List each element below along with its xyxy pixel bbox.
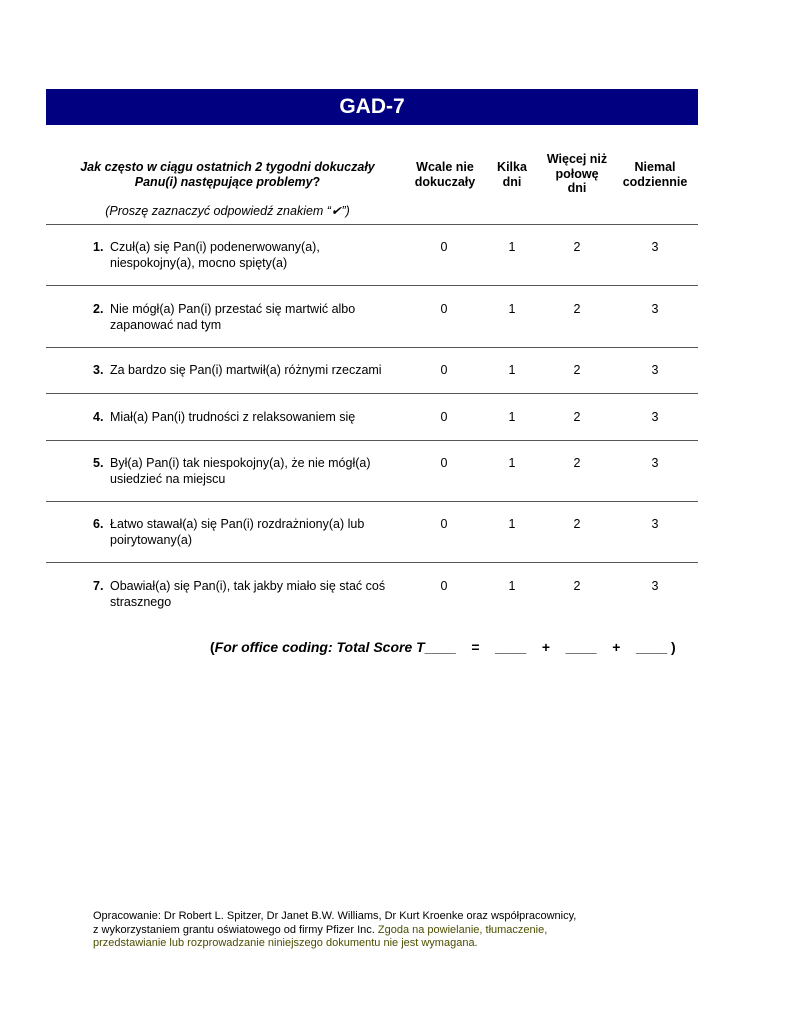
page-title: GAD-7	[339, 95, 405, 118]
question-mark: ?	[312, 175, 321, 189]
score-option[interactable]: 0	[440, 456, 448, 470]
score-option[interactable]: 3	[651, 302, 659, 316]
score-option[interactable]: 0	[440, 363, 448, 377]
footer-line-2	[93, 924, 653, 938]
item-number: 2.	[93, 302, 104, 316]
item-text-line: Za bardzo się Pan(i) martwił(a) różnymi rzeczami	[110, 363, 382, 377]
item-text-line: Nie mógł(a) Pan(i) przestać się martwić albo	[110, 302, 356, 316]
score-option[interactable]: 2	[573, 410, 581, 424]
item-text-line: usiedzieć na miejscu	[110, 471, 226, 486]
item-text-line: strasznego	[110, 594, 172, 609]
divider	[46, 440, 698, 441]
item-text-line: Obawiał(a) się Pan(i), tak jakby miało się stać coś	[110, 579, 386, 593]
score-option[interactable]: 3	[651, 410, 659, 424]
score-option[interactable]: 2	[573, 456, 581, 470]
score-option[interactable]: 2	[573, 579, 581, 593]
item-text-line: zapanować nad tym	[110, 317, 222, 332]
item-text	[110, 517, 410, 548]
item-text	[110, 302, 410, 333]
hint-suffix: ”)	[341, 204, 350, 218]
column-header-line: codziennie	[622, 174, 688, 189]
score-option[interactable]: 3	[651, 579, 659, 593]
item-text-line: Miał(a) Pan(i) trudności z relaksowaniem się	[110, 410, 356, 424]
item-text	[110, 410, 430, 426]
column-header-line: dokuczały	[414, 174, 476, 189]
item-text-line: Był(a) Pan(i) tak niespokojny(a), że nie mógł(a)	[110, 456, 371, 470]
column-header-line: Kilka	[497, 160, 527, 174]
footer-line-2-text: z wykorzystaniem grantu oświatowego od firmy Pfizer Inc.	[93, 923, 378, 936]
score-option[interactable]: 0	[440, 302, 448, 316]
item-number: 7.	[93, 579, 104, 593]
score-option[interactable]: 1	[508, 579, 516, 593]
score-option[interactable]: 1	[508, 302, 516, 316]
score-option[interactable]: 2	[573, 517, 581, 531]
column-header-several-days	[482, 160, 542, 189]
divider	[46, 393, 698, 394]
score-option[interactable]: 0	[440, 240, 448, 254]
item-number: 4.	[93, 410, 104, 424]
item-text	[110, 456, 410, 487]
item-text-line: Łatwo stawał(a) się Pan(i) rozdrażniony(a) lub	[110, 517, 365, 531]
score-option[interactable]: 2	[573, 302, 581, 316]
column-header-line: dni	[567, 181, 587, 195]
score-option[interactable]: 2	[573, 363, 581, 377]
score-option[interactable]: 0	[440, 579, 448, 593]
divider	[46, 562, 698, 563]
office-coding-label: For office coding: Total Score T	[214, 639, 425, 655]
item-number: 1.	[93, 240, 104, 254]
question-hint	[60, 203, 395, 218]
checkmark-icon: ✔	[330, 204, 342, 218]
question-line-1: Jak często w ciągu ostatnich 2 tygodni dokuczały	[80, 160, 375, 174]
score-option[interactable]: 3	[651, 363, 659, 377]
item-number: 3.	[93, 363, 104, 377]
item-text-line: poirytowany(a)	[110, 532, 192, 547]
divider	[46, 285, 698, 286]
score-option[interactable]: 3	[651, 456, 659, 470]
divider	[46, 347, 698, 348]
item-text-line: niespokojny(a), mocno spięty(a)	[110, 255, 288, 270]
column-header-not-at-all	[405, 160, 485, 189]
office-coding-open: (	[210, 639, 215, 655]
score-option[interactable]: 1	[508, 240, 516, 254]
question-line-2-text: Panu(i) następujące problemy	[134, 175, 313, 189]
score-option[interactable]: 0	[440, 410, 448, 424]
score-option[interactable]: 1	[508, 456, 516, 470]
title-banner	[46, 89, 698, 125]
score-option[interactable]: 2	[573, 240, 581, 254]
column-header-line: Wcale nie	[416, 160, 474, 174]
divider	[46, 224, 698, 225]
footer-line-3: przedstawianie lub rozprowadzanie niniejszego dokumentu nie jest wymagana.	[93, 937, 478, 949]
question-header	[60, 160, 395, 190]
hint-prefix: (Proszę zaznaczyć odpowiedź znakiem “	[105, 204, 331, 218]
column-header-more-than-half	[537, 152, 617, 196]
column-header-line: Niemal	[634, 160, 676, 174]
office-coding-formula: ____ = ____ + ____ + ____ )	[424, 639, 676, 655]
column-header-line: Więcej niż	[546, 152, 608, 166]
score-option[interactable]: 1	[508, 517, 516, 531]
office-coding-line	[210, 639, 690, 655]
item-text-line: Czuł(a) się Pan(i) podenerwowany(a),	[110, 240, 320, 254]
item-text	[110, 579, 410, 610]
item-text	[110, 363, 430, 379]
footer-credits	[93, 910, 653, 951]
score-option[interactable]: 1	[508, 363, 516, 377]
column-header-nearly-every-day	[610, 160, 700, 189]
score-option[interactable]: 0	[440, 517, 448, 531]
item-number: 5.	[93, 456, 104, 470]
column-header-line: połowę	[555, 166, 599, 181]
score-option[interactable]: 3	[651, 517, 659, 531]
column-header-line: dni	[502, 174, 522, 189]
footer-line-1: Opracowanie: Dr Robert L. Spitzer, Dr Janet B.W. Williams, Dr Kurt Kroenke oraz współpracownicy,	[93, 910, 577, 922]
score-option[interactable]: 3	[651, 240, 659, 254]
item-text	[110, 240, 410, 271]
divider	[46, 501, 698, 502]
item-number: 6.	[93, 517, 104, 531]
footer-permission-text: Zgoda na powielanie, tłumaczenie,	[377, 923, 548, 936]
score-option[interactable]: 1	[508, 410, 516, 424]
question-line-2	[60, 175, 395, 190]
